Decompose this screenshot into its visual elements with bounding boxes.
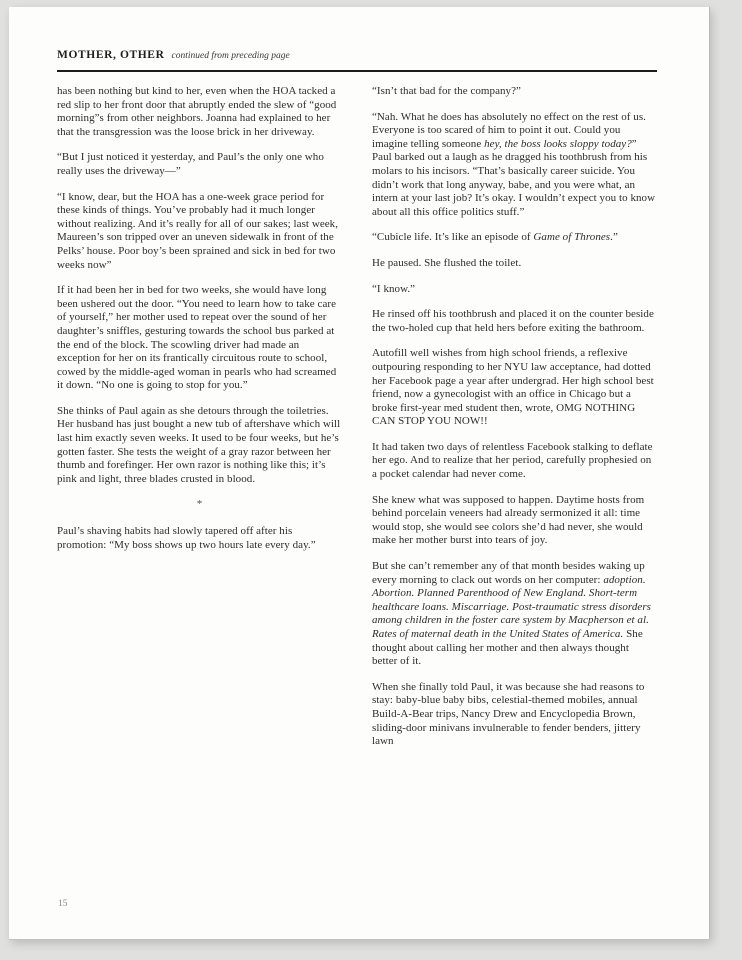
- page-number: 15: [58, 899, 68, 909]
- paragraph: It had taken two days of relentless Facebook stalking to deflate her ego. And to realize that her period, carefully prophesied on a pocket calendar had never come.: [372, 440, 653, 481]
- paragraph: She thinks of Paul again as she detours through the toiletries. Her husband has just bought a new tub of aftershave which will last him exactly seven weeks. It used to be four weeks, but he’s gotten faster. She tests the weight of a gray razor between her thumb and forefinger. Her own razor is nothing like this; it’s pink and light, three blades crusted in blood.: [57, 404, 341, 485]
- right-column: [372, 85, 657, 761]
- header-rule: [57, 70, 657, 72]
- section-break: *: [196, 498, 203, 511]
- paragraph: “Cubicle life. It’s like an episode of Game of Thrones.”: [372, 231, 618, 244]
- left-column: [57, 85, 342, 761]
- paragraph: Paul’s shaving habits had slowly tapered off after his promotion: “My boss shows up two hours late every day.”: [57, 525, 316, 551]
- paragraph: But she can’t remember any of that month besides waking up every morning to clack out words on her computer: adoption. Abortion. Planned Parenthood of New England. Short-term healthcare loans. Miscarriage. Post-traumatic stress disorders among children in the foster care system by Macpherson et al. Rates of maternal death in the United States of America. She thought about calling her mother and then always thought better of it.: [372, 560, 652, 668]
- paragraph: He paused. She flushed the toilet.: [372, 256, 522, 269]
- paragraph: Autofill well wishes from high school friends, a reflexive outpouring responding to her NYU law acceptance, had dotted her Facebook page a year after undergrad. Her high school best friend, now a gynecologist with an office in Chicago but a broke first-year med student then, wrote, OMG NOTHING CAN STOP YOU NOW!!: [372, 347, 654, 428]
- paragraph: When she finally told Paul, it was because she had reasons to stay: baby-blue baby bibs, celestial-themed mobiles, annual Build-A-Bear trips, Nancy Drew and Encyclopedia Brown, sliding-door minivans invulnerable to fender benders, jittery lawn: [372, 680, 645, 748]
- paragraph: He rinsed off his toothbrush and placed it on the counter beside the two-holed cup that held hers before exiting the bathroom.: [372, 308, 654, 334]
- paragraph: “I know, dear, but the HOA has a one-week grace period for these kinds of things. You’ve probably had it much longer without realizing. And it’s really for all of our sakes; last week, Maureen’s son tripped over an uneven sidewalk in front of the Pelks’ house. Poor boy’s been sprained and sick in bed for two weeks now”: [57, 190, 339, 271]
- paragraph: “But I just noticed it yesterday, and Paul’s the only one who really uses the driveway—”: [57, 151, 324, 177]
- running-header-continuation: continued from preceding page: [171, 51, 290, 61]
- paragraph: “Nah. What he does has absolutely no effect on the rest of us. Everyone is too scared of him to point it out. Could you imagine telling someone hey, the boss looks sloppy today?” Paul barked out a laugh as he dragged his toothbrush from his molars to his incisors. “That’s basically career suicide. You didn’t work that long anyway, babe, and you were what, an intern at your last job? It’s okay. I wouldn’t expect you to know about all this office politics stuff.”: [372, 110, 656, 218]
- paragraph: has been nothing but kind to her, even when the HOA tacked a red slip to her front door that abruptly ended the slew of “good morning”s from other neighbors. Joanna had explained to her that the transgression was the loose brick in her driveway.: [57, 85, 337, 138]
- text-columns: [57, 85, 657, 761]
- running-header-title: MOTHER, OTHER: [57, 49, 165, 61]
- book-page: [9, 7, 709, 939]
- running-header: [57, 45, 659, 63]
- paragraph: If it had been her in bed for two weeks, she would have long been ushered out the door. “You need to learn how to take care of yourself,” her mother used to repeat over the sound of her daughter’s sniffles, gesturing towards the school bus parked at the end of the block. The scowling driver had made an exception for her on its frantically circuitous route to school, cowed by the middle-aged woman in pearls who had screamed it down. “No one is going to stop for you.”: [57, 284, 337, 392]
- paragraph: “I know.”: [372, 282, 416, 295]
- paragraph: “Isn’t that bad for the company?”: [372, 85, 521, 97]
- paragraph: She knew what was supposed to happen. Daytime hosts from behind porcelain veneers had already sermonized it all: time would stop, she would see colors she’d had never, she would make her mother burst into tears of joy.: [372, 493, 645, 547]
